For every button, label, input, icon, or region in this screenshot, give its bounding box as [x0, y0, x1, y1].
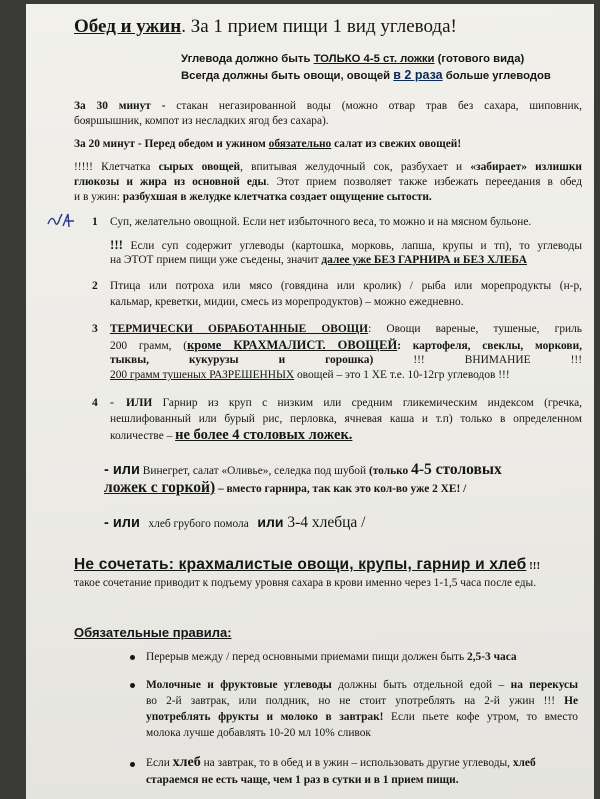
- fiber-line3: и в ужин: разбухшая в желудке клетчатка создает ощущение сытости.: [74, 191, 432, 203]
- do-not-combine-explanation: такое сочетание приводит к подъему уровня сахара в крови именно через 1-1,5 часа после еды.: [74, 577, 537, 589]
- do-not-combine-heading: Не сочетать: крахмалистые овощи, крупы, гарнир и хлеб !!!: [74, 556, 541, 573]
- title-main: Обед и ужин: [74, 16, 182, 37]
- before-30-min-line1: За 30 минут - стакан негазированной воды (можно отвар трав без сахара, шиповник,: [74, 100, 582, 112]
- rule2-bullet: [130, 683, 135, 688]
- item3-line2: 200 грамм, (кроме КРАХМАЛИСТ. ОВОЩЕЙ: картофеля, свеклы, моркови,: [110, 338, 582, 352]
- rules-heading: Обязательные правила:: [74, 625, 232, 640]
- document-page: [26, 4, 594, 799]
- alternative-vinegret-line1: - или Винегрет, салат «Оливье», селедка под шубой (только 4-5 столовых: [104, 461, 502, 478]
- item-number-3: 3: [92, 322, 98, 335]
- item2-line2: кальмар, креветки, мидии, смесь из морепродуктов) – можно ежедневно.: [110, 296, 464, 308]
- rule1-interval: Перерыв между / перед основными приемами пищи должен быть 2,5-3 часа: [146, 651, 517, 663]
- item3-line1: ТЕРМИЧЕСКИ ОБРАБОТАННЫЕ ОВОЩИ: Овощи вареные, тушеные, гриль: [110, 323, 582, 335]
- before-30-min-line2: бояршышник, компот из несладких ягод без сахара).: [74, 115, 329, 127]
- item4-line1: ИЛИ Гарнир из круп с низким или средним гликемическим индексом (гречка,: [126, 397, 582, 409]
- rule2-line4: молока лучше добавлять 10-20 мл 10% сливок: [146, 727, 371, 739]
- title-rest: . За 1 прием пищи 1 вид углевода!: [181, 16, 457, 37]
- rule2-line2: во 2-й завтрак, или полдник, но не стоит употреблять на 2-й ужин !!! Не: [146, 695, 578, 707]
- item1-warning-line2: на ЭТОТ прием пищи уже съедены, значит далее уже БЕЗ ГАРНИРА и БЕЗ ХЛЕБА: [110, 254, 527, 266]
- item4-line3: количестве – не более 4 столовых ложек.: [110, 427, 353, 443]
- item-number-1: 1: [92, 215, 98, 228]
- item3-line3: тыквы, кукурузы и горошка) !!! ВНИМАНИЕ !!!: [110, 354, 582, 366]
- rule1-bullet: [130, 655, 135, 660]
- alternative-bread: - или хлеб грубого помола или 3-4 хлебца /: [104, 514, 366, 531]
- item4-line2: нешлифованный или бурый рис, перловка, ячневая каша и т.п) только в определенном: [110, 413, 582, 425]
- vegetables-line: Всегда должны быть овощи, овощей в 2 раза больше углеводов: [181, 68, 551, 82]
- rule3-line1: Если хлеб на завтрак, то в обед и в ужин – использовать другие углеводы, хлеб: [146, 755, 536, 770]
- item2-line1: Птица или потроха или мясо (говядина или кролик) / рыба или морепродукты (н-р,: [110, 280, 582, 292]
- item-number-2: 2: [92, 279, 98, 292]
- item3-line4: 200 грамм тушеных РАЗРЕШЕННЫХ овощей – это 1 ХЕ т.е. 10-12гр углеводов !!!: [110, 369, 510, 381]
- carb-limit-line: Углевода должно быть ТОЛЬКО 4-5 ст. ложки (готового вида): [181, 53, 525, 65]
- item4-dash: -: [110, 396, 114, 409]
- fiber-line2: глюкозы и жира из основной еды. Этот прием позволяет также избежать переедания в обед: [74, 176, 582, 188]
- item-number-4: 4: [92, 396, 98, 409]
- alternative-vinegret-line2: ложек с горкой) – вместо гарнира, так как это кол-во уже 2 ХЕ! /: [104, 479, 467, 496]
- handwritten-checkmark-icon: [46, 210, 78, 232]
- fiber-line1: !!!!! Клетчатка сырых овощей, впитывая желудочный сок, разбухает и «забирает» излишки: [74, 161, 582, 173]
- rule2-line3: употреблять фрукты и молоко в завтрак! Если пьете кофе утром, то вместо: [146, 711, 578, 723]
- before-20-min: За 20 минут - Перед обедом и ужином обязательно салат из свежих овощей!: [74, 138, 462, 150]
- rule2-line1: Молочные и фруктовые углеводы должны быть отдельной едой – на перекусы: [146, 679, 578, 691]
- item1-warning-line1: !!! Если суп содержит углеводы (картошка, морковь, лапша, крупы и тп), то углеводы: [110, 238, 582, 252]
- rule3-line2: стараемся не есть чаще, чем 1 раз в сутки и в 1 прием пищи.: [146, 774, 459, 786]
- rule3-bullet: [130, 762, 135, 767]
- item1-soup: Суп, желательно овощной. Если нет избыточного веса, то можно и на мясном бульоне.: [110, 216, 532, 228]
- page-title: [74, 16, 457, 38]
